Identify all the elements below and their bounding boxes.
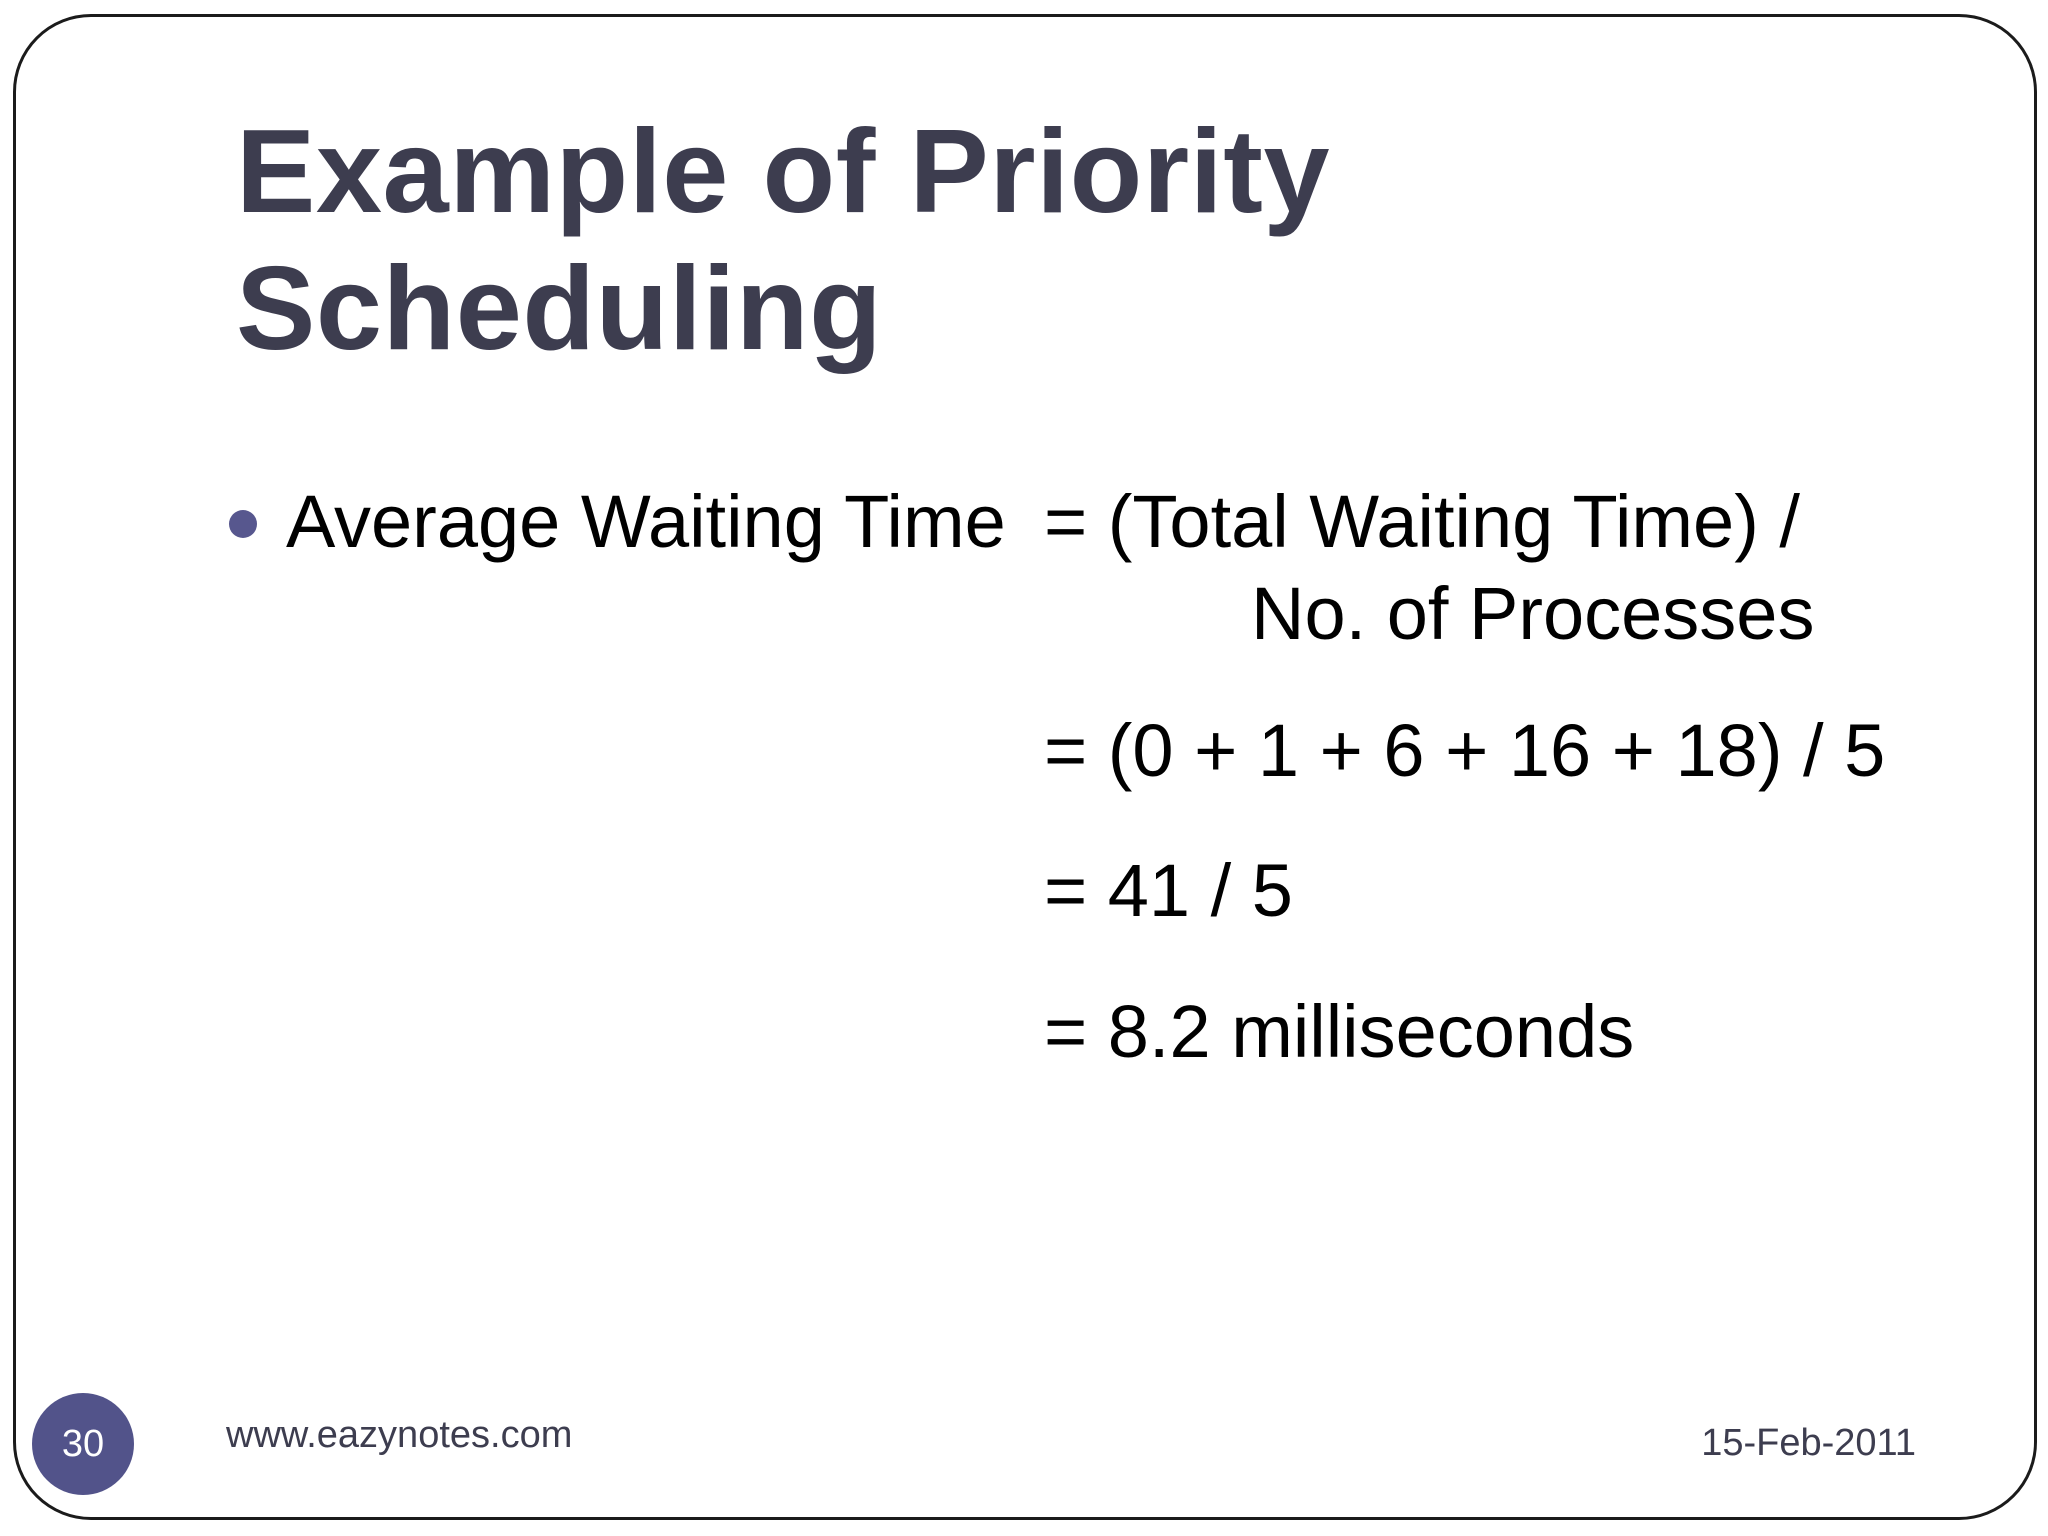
slide-title: Example of Priority Scheduling — [236, 105, 1331, 375]
formula-line-4: = 8.2 milliseconds — [1044, 990, 1635, 1073]
formula-line-1: = (Total Waiting Time) / — [1044, 480, 1800, 563]
footer-website: www.eazynotes.com — [226, 1414, 573, 1456]
bullet-label: Average Waiting Time — [286, 480, 1006, 563]
formula-line-1-continuation: No. of Processes — [1251, 572, 1815, 655]
formula-line-2: = (0 + 1 + 6 + 16 + 18) / 5 — [1044, 709, 1886, 792]
formula-line-3: = 41 / 5 — [1044, 849, 1293, 932]
bullet-dot-icon — [229, 510, 257, 538]
footer-date: 15-Feb-2011 — [1701, 1422, 1916, 1464]
page-number-badge — [32, 1393, 134, 1495]
page-number: 30 — [61, 1422, 105, 1465]
